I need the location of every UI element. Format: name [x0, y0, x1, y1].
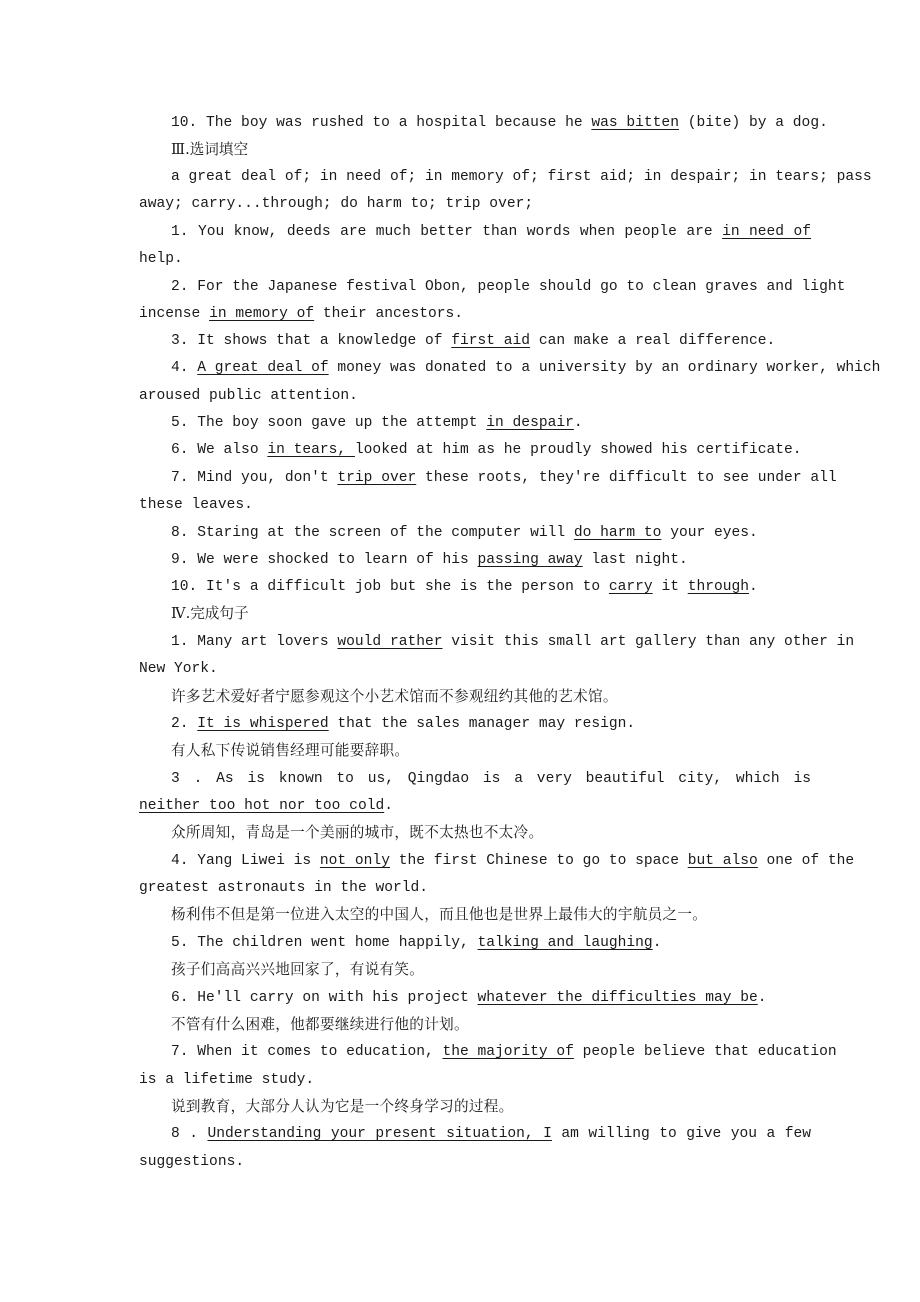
underlined-answer: neither too hot nor too cold: [139, 798, 385, 814]
underlined-answer: not only: [319, 853, 390, 869]
text-line: [171, 823, 811, 843]
text-segment: 6. He'll carry on with his project: [171, 990, 478, 1006]
text-line: [171, 960, 811, 980]
text-segment: 1. Many art lovers: [171, 634, 338, 650]
text-segment: .: [384, 798, 393, 814]
text-segment: money was donated to a university by an ordinary worker, which: [328, 360, 881, 376]
text-segment: .: [749, 579, 758, 595]
underlined-answer: A great deal of: [197, 360, 329, 376]
text-line: [171, 413, 811, 433]
text-segment: (bite) by a dog.: [678, 115, 828, 131]
text-segment: your eyes.: [661, 525, 758, 541]
text-segment: their ancestors.: [314, 306, 464, 322]
text-segment: am willing to give you a few: [551, 1126, 811, 1142]
text-segment: suggestions.: [139, 1154, 245, 1170]
text-line: [139, 249, 811, 269]
text-line: [171, 222, 811, 242]
text-segment: .: [652, 935, 662, 951]
underlined-answer: whatever the difficulties may be: [477, 990, 758, 1006]
text-segment: Ⅲ.选词填空: [171, 141, 249, 158]
underlined-answer: trip over: [337, 470, 417, 486]
text-line: [139, 495, 811, 515]
text-segment: people believe that education: [573, 1044, 837, 1060]
underlined-answer: in need of: [722, 224, 812, 240]
text-segment: 2. For the Japanese festival Obon, people should go to clean graves and light: [171, 279, 846, 295]
text-line: [171, 741, 811, 761]
text-segment: 众所周知，青岛是一个美丽的城市，既不太热也不太冷。: [171, 824, 544, 841]
text-line: [171, 331, 811, 351]
text-segment: 1. You know, deeds are much better than words when people are: [171, 224, 723, 240]
text-segment: greatest astronauts in the world.: [139, 880, 429, 896]
text-segment: aroused public attention.: [139, 388, 358, 404]
text-segment: the first Chinese to go to space: [389, 853, 688, 869]
text-segment: Ⅳ.完成句子: [171, 605, 249, 622]
text-line: [171, 358, 881, 378]
underlined-answer: in tears,: [267, 442, 355, 458]
text-segment: 许多艺术爱好者宁愿参观这个小艺术馆而不参观纽约其他的艺术馆。: [171, 688, 618, 705]
text-segment: these leaves.: [139, 497, 253, 513]
text-line: [171, 440, 811, 460]
text-segment: it: [652, 579, 688, 595]
text-line: [171, 687, 811, 707]
text-segment: is a lifetime study.: [139, 1072, 315, 1088]
text-line: [171, 1015, 811, 1035]
text-segment: 3 . As is known to us, Qingdao is a very beautiful city, which is: [171, 771, 811, 787]
text-segment: 6. We also: [171, 442, 268, 458]
text-segment: a great deal of; in need of; in memory of; first aid; in despair; in tears; pass: [171, 169, 872, 185]
text-segment: 5. The boy soon gave up the attempt: [171, 415, 487, 431]
text-segment: 孩子们高高兴兴地回家了，有说有笑。: [171, 961, 425, 978]
text-segment: incense: [139, 306, 210, 322]
text-line: [171, 1124, 811, 1144]
text-segment: 7. When it comes to education,: [171, 1044, 443, 1060]
text-segment: 3. It shows that a knowledge of: [171, 333, 452, 349]
underlined-answer: talking and laughing: [477, 935, 653, 951]
text-segment: 不管有什么困难，他都要继续进行他的计划。: [171, 1016, 469, 1033]
underlined-answer: was bitten: [591, 115, 679, 131]
text-segment: away; carry...through; do harm to; trip over;: [139, 196, 534, 212]
text-line: [171, 1097, 811, 1117]
text-segment: 5. The children went home happily,: [171, 935, 478, 951]
text-line: [171, 277, 846, 297]
text-line: [171, 769, 811, 789]
text-line: [171, 714, 811, 734]
text-line: [171, 577, 811, 597]
underlined-answer: first aid: [451, 333, 531, 349]
text-segment: one of the: [757, 853, 855, 869]
text-segment: .: [573, 415, 583, 431]
text-segment: last night.: [582, 552, 688, 568]
text-segment: visit this small art gallery than any other in: [442, 634, 855, 650]
text-segment: looked at him as he proudly showed his certificate.: [354, 442, 802, 458]
text-segment: that the sales manager may resign.: [328, 716, 636, 732]
text-segment: New York.: [139, 661, 218, 677]
text-segment: 杨利伟不但是第一位进入太空的中国人，而且他也是世界上最伟大的宇航员之一。: [171, 906, 708, 923]
text-segment: help.: [139, 251, 183, 267]
underlined-answer: the majority of: [442, 1044, 574, 1060]
text-line: [171, 851, 855, 871]
text-segment: 10. The boy was rushed to a hospital because he: [171, 115, 592, 131]
text-segment: 4.: [171, 360, 198, 376]
text-segment: 10. It's a difficult job but she is the person to: [171, 579, 609, 595]
underlined-answer: through: [687, 579, 750, 595]
text-line: [171, 604, 811, 624]
text-segment: 8. Staring at the screen of the computer will: [171, 525, 574, 541]
text-line: [171, 905, 811, 925]
text-segment: 说到教育，大部分人认为它是一个终身学习的过程。: [171, 1098, 514, 1115]
underlined-answer: would rather: [337, 634, 443, 650]
text-segment: 4. Yang Liwei is: [171, 853, 320, 869]
text-line: [139, 194, 811, 214]
text-segment: 9. We were shocked to learn of his: [171, 552, 478, 568]
text-line: [171, 933, 811, 953]
text-line: [139, 386, 811, 406]
underlined-answer: passing away: [477, 552, 583, 568]
text-line: [171, 550, 811, 570]
text-segment: 2.: [171, 716, 198, 732]
text-line: [139, 1152, 811, 1172]
text-line: [171, 167, 872, 187]
text-line: [139, 878, 811, 898]
text-segment: 8 .: [171, 1126, 208, 1142]
underlined-answer: but also: [687, 853, 758, 869]
text-line: [171, 523, 811, 543]
text-line: [171, 1042, 837, 1062]
text-segment: these roots, they're difficult to see under all: [416, 470, 837, 486]
text-line: [171, 468, 837, 488]
text-segment: can make a real difference.: [530, 333, 776, 349]
text-line: [139, 304, 811, 324]
underlined-answer: It is whispered: [197, 716, 329, 732]
text-line: [171, 113, 828, 133]
text-line: [139, 796, 811, 816]
text-segment: .: [757, 990, 767, 1006]
underlined-answer: in memory of: [209, 306, 315, 322]
text-line: [139, 1070, 811, 1090]
underlined-answer: do harm to: [573, 525, 662, 541]
text-line: [171, 988, 811, 1008]
underlined-answer: Understanding your present situation, I: [207, 1126, 552, 1142]
text-line: [171, 140, 811, 160]
underlined-answer: carry: [608, 579, 653, 595]
underlined-answer: in despair: [486, 415, 574, 431]
text-segment: 有人私下传说销售经理可能要辞职。: [171, 742, 410, 759]
text-line: [139, 659, 811, 679]
text-line: [171, 632, 855, 652]
text-segment: 7. Mind you, don't: [171, 470, 338, 486]
